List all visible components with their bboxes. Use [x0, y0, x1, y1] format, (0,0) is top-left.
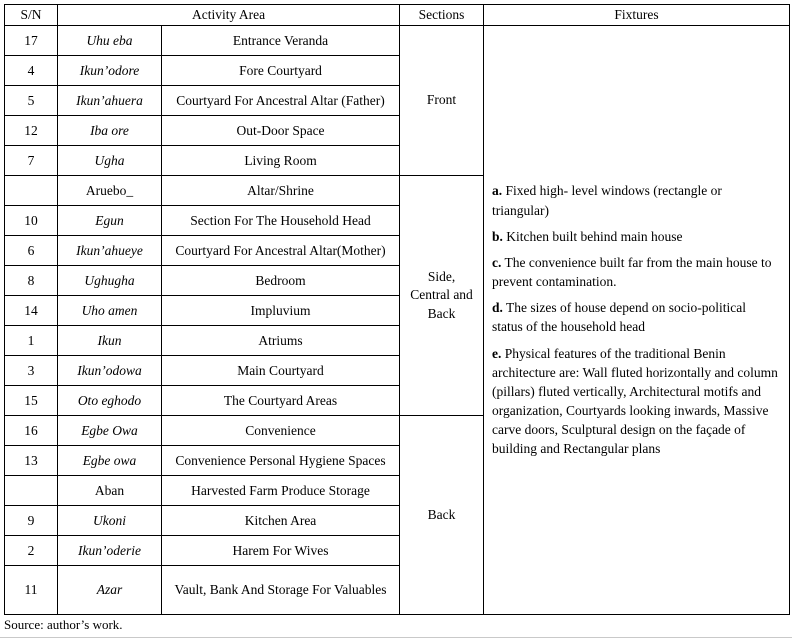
sn-cell: 16 [5, 416, 58, 446]
fixtures-cell [484, 26, 790, 615]
section-cell: Back [400, 416, 484, 615]
native-name-cell: Ikun [58, 326, 162, 356]
sn-cell: 10 [5, 206, 58, 236]
activity-desc-cell: Living Room [162, 146, 400, 176]
fixture-letter: b. [492, 228, 503, 244]
activity-desc-cell: Main Courtyard [162, 356, 400, 386]
header-sections: Sections [400, 5, 484, 26]
native-name-cell: Ughugha [58, 266, 162, 296]
section-cell: Front [400, 26, 484, 176]
fixture-text: The convenience built far from the main house to prevent contamination. [492, 254, 772, 290]
activity-desc-cell: Bedroom [162, 266, 400, 296]
fixture-letter: e. [492, 345, 502, 361]
table-row [5, 26, 790, 56]
native-name-cell: Ikun’ahuera [58, 86, 162, 116]
fixture-text: Fixed high- level windows (rectangle or triangular) [492, 183, 722, 218]
fixture-text: The sizes of house depend on socio-political status of the household head [492, 300, 746, 335]
sn-cell: 5 [5, 86, 58, 116]
activity-desc-cell: Altar/Shrine [162, 176, 400, 206]
native-name-cell: Ikun’odore [58, 56, 162, 86]
bottom-rule [0, 637, 792, 638]
activity-desc-cell: Impluvium [162, 296, 400, 326]
native-name-cell: Egbe Owa [58, 416, 162, 446]
activity-desc-cell: Out-Door Space [162, 116, 400, 146]
activity-desc-cell: Vault, Bank And Storage For Valuables [162, 566, 400, 615]
native-name-cell: Uho amen [58, 296, 162, 326]
sn-cell: 12 [5, 116, 58, 146]
native-name-cell: Uhu eba [58, 26, 162, 56]
source-note: Source: author’s work. [4, 617, 123, 632]
activity-desc-cell: Fore Courtyard [162, 56, 400, 86]
native-name-cell: Azar [58, 566, 162, 615]
native-name-cell: Ikun’odowa [58, 356, 162, 386]
sn-cell: 1 [5, 326, 58, 356]
sn-cell: 13 [5, 446, 58, 476]
table-header-row [5, 5, 790, 26]
sn-cell: 3 [5, 356, 58, 386]
activity-desc-cell: Entrance Veranda [162, 26, 400, 56]
fixture-item [492, 253, 779, 291]
fixture-letter: a. [492, 183, 503, 199]
sn-cell: 15 [5, 386, 58, 416]
native-name-cell: Oto eghodo [58, 386, 162, 416]
sn-cell: 9 [5, 506, 58, 536]
activity-desc-cell: The Courtyard Areas [162, 386, 400, 416]
native-name-cell: Ikun’ahueye [58, 236, 162, 266]
fixture-text: Kitchen built behind main house [506, 228, 683, 244]
header-fixtures: Fixtures [484, 5, 790, 26]
fixture-item [492, 181, 779, 219]
sn-cell: 2 [5, 536, 58, 566]
native-name-cell: Aruebo_ [58, 176, 162, 206]
native-name-cell: Ikun’oderie [58, 536, 162, 566]
native-name-cell: Egbe owa [58, 446, 162, 476]
sn-cell: 7 [5, 146, 58, 176]
sn-cell: 11 [5, 566, 58, 615]
fixture-text: Physical features of the traditional Benin architecture are: Wall fluted horizontally and column (pillars) fluted vertically, Architectural motifs and organization, Courtyards looking inwards, Massive carve doors, Sculptural design on the façade of building and Rectangular plans [492, 345, 778, 457]
sn-cell: 14 [5, 296, 58, 326]
activity-desc-cell: Harem For Wives [162, 536, 400, 566]
activity-desc-cell: Convenience Personal Hygiene Spaces [162, 446, 400, 476]
fixture-item [492, 227, 779, 246]
sn-cell: 17 [5, 26, 58, 56]
activity-desc-cell: Atriums [162, 326, 400, 356]
activity-desc-cell: Convenience [162, 416, 400, 446]
fixture-item [492, 344, 779, 459]
native-name-cell: Aban [58, 476, 162, 506]
activity-desc-cell: Courtyard For Ancestral Altar(Mother) [162, 236, 400, 266]
sn-cell [5, 476, 58, 506]
native-name-cell: Egun [58, 206, 162, 236]
native-name-cell: Ugha [58, 146, 162, 176]
sn-cell [5, 176, 58, 206]
activity-desc-cell: Harvested Farm Produce Storage [162, 476, 400, 506]
fixture-item [492, 298, 779, 336]
section-cell: Side, Central and Back [400, 176, 484, 416]
fixture-letter: d. [492, 300, 503, 316]
native-name-cell: Iba ore [58, 116, 162, 146]
activity-desc-cell: Section For The Household Head [162, 206, 400, 236]
header-activity-area: Activity Area [58, 5, 400, 26]
activity-table [4, 4, 790, 615]
sn-cell: 8 [5, 266, 58, 296]
sn-cell: 4 [5, 56, 58, 86]
fixture-letter: c. [492, 254, 502, 270]
sn-cell: 6 [5, 236, 58, 266]
activity-desc-cell: Kitchen Area [162, 506, 400, 536]
native-name-cell: Ukoni [58, 506, 162, 536]
activity-desc-cell: Courtyard For Ancestral Altar (Father) [162, 86, 400, 116]
header-sn: S/N [5, 5, 58, 26]
